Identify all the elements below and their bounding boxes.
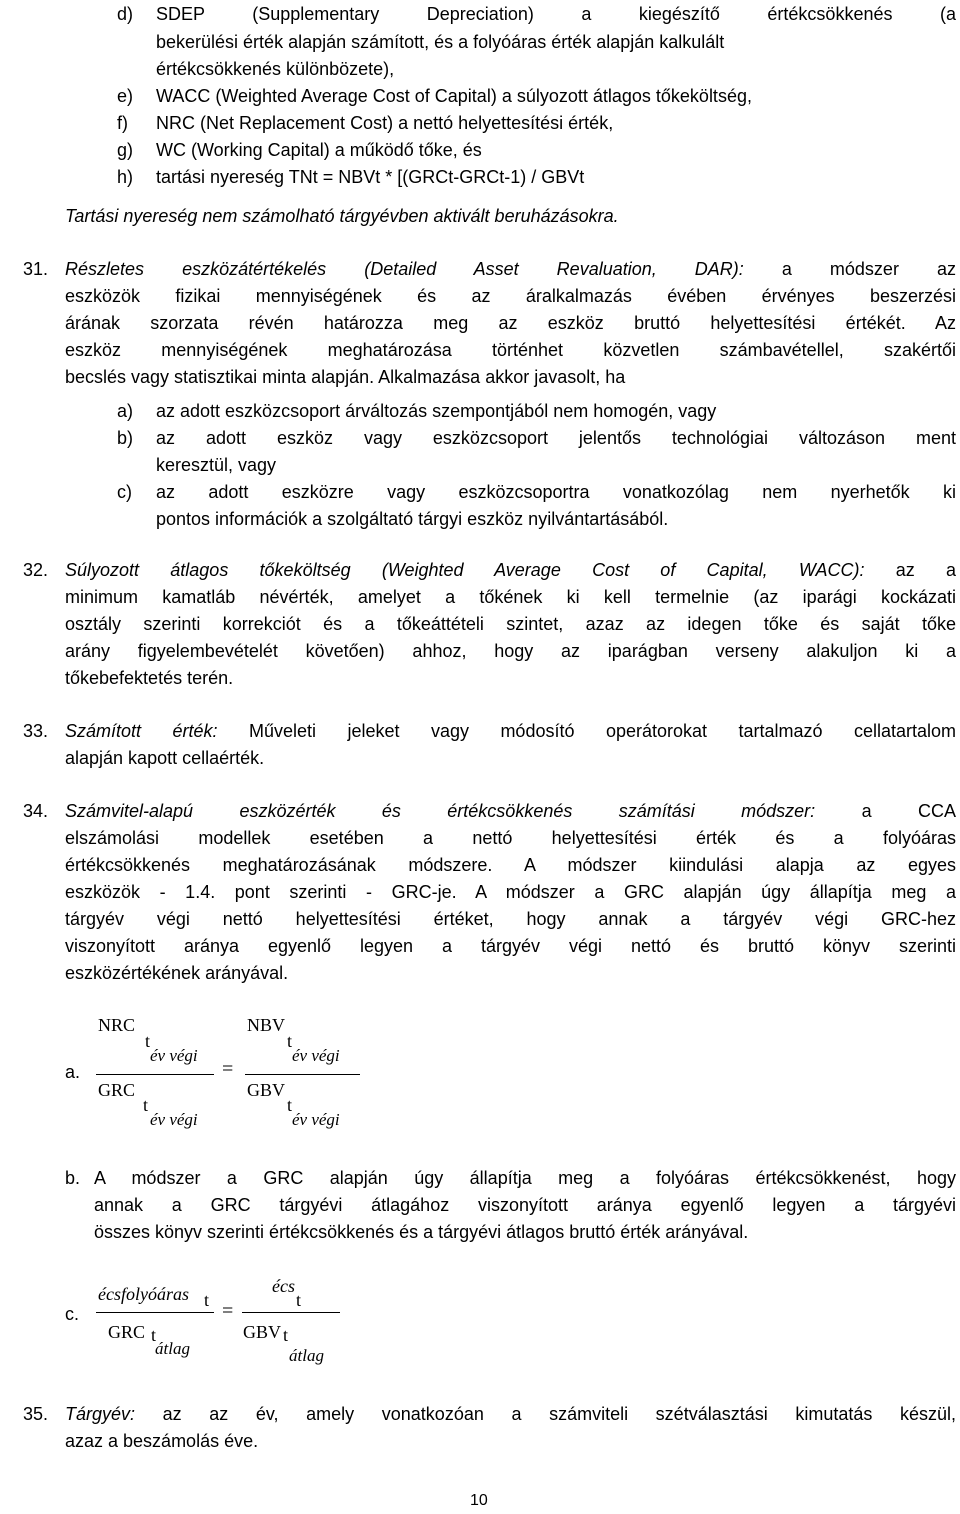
def-term: Tárgyév:	[65, 1404, 136, 1424]
def-line: tárgyév végi nettó helyettesítési értéket, hogy annak a tárgyév végi GRC-hez	[65, 909, 956, 929]
def-line: osztály szerinti korrekciót és a tőkeáttételi szintet, azaz az idegen tőke és saját tőke	[65, 614, 956, 634]
formula-a-sub3: év végi	[292, 1046, 340, 1065]
formula-a-t3: t	[287, 1031, 293, 1051]
formula-a-fraction-line-left	[96, 1074, 214, 1075]
item-b-line2: annak a GRC tárgyévi átlagához viszonyított aránya egyenlő legyen a tárgyévi	[94, 1195, 956, 1215]
sublist-item-a: az adott eszközcsoport árváltozás szempontjából nem homogén, vagy	[156, 401, 717, 421]
def-line: árának szorzata révén határozza meg az eszköz bruttó helyettesítési értékét. Az	[65, 313, 956, 333]
def-first-line	[65, 798, 956, 824]
def-number: 35.	[23, 1404, 49, 1424]
def-term: Súlyozott átlagos tőkeköltség (Weighted Average Cost of Capital, WACC):	[65, 560, 865, 580]
list-item-g: WC (Working Capital) a működő tőke, és	[156, 140, 482, 160]
list-item-f: NRC (Net Replacement Cost) a nettó helyettesítési érték,	[156, 113, 614, 133]
item-b-line1: A módszer a GRC alapján úgy állapítja meg a folyóáras értékcsökkenést, hogy	[94, 1168, 956, 1188]
list-item-d-line1: SDEP (Supplementary Depreciation) a kiegészítő értékcsökkenés (a	[156, 4, 956, 24]
def-first-rest: az az év, amely vonatkozóan a számviteli szétválasztási kimutatás készül,	[162, 1404, 956, 1424]
def-term: Számított érték:	[65, 721, 218, 741]
formula-a-grc: GRC	[98, 1080, 136, 1100]
def-first-rest: a módszer az	[781, 259, 956, 279]
formula-a-nbv: NBV	[247, 1015, 286, 1035]
page-number: 10	[470, 1492, 488, 1509]
formula-a-t4: t	[287, 1095, 293, 1115]
def-first-line	[65, 256, 956, 282]
def-first-rest: Műveleti jeleket vagy módosító operátorokat tartalmazó cellatartalom	[248, 721, 956, 741]
formula-a-sub1: év végi	[150, 1046, 198, 1065]
def-first-rest: a CCA	[861, 801, 957, 821]
def-first-line	[65, 557, 956, 583]
def-line: eszközértékének arányával.	[65, 963, 289, 983]
def-number: 34.	[23, 801, 49, 821]
def-first-rest: az a	[895, 560, 956, 580]
formula-a-nrc: NRC	[98, 1015, 136, 1035]
item-b-label: b.	[65, 1168, 81, 1188]
formula-a-gbv: GBV	[247, 1080, 286, 1100]
sublist-item-c-line1: az adott eszközre vagy eszközcsoportra vonatkozólag nem nyerhetők ki	[156, 482, 956, 502]
def-number: 33.	[23, 721, 49, 741]
formula-c-sub2: átlag	[289, 1346, 324, 1365]
def-line: alapján kapott cellaérték.	[65, 748, 265, 768]
formula-c-t4: t	[283, 1325, 289, 1345]
def-line: minimum kamatláb névérték, amelyet a tőkének ki kell termelnie (az iparági kockázati	[65, 587, 956, 607]
def-first-line	[65, 718, 956, 744]
formula-c-num-left: écsfolyóáras	[98, 1284, 189, 1304]
sublist-label-a: a)	[117, 401, 134, 421]
def-line: eszközök - 1.4. pont szerinti - GRC-je. A módszer a GRC alapján úgy állapítja meg a	[65, 882, 956, 902]
def-line: értékcsökkenés meghatározásának módszere. A módszer kiindulási alapja az egyes	[65, 855, 956, 875]
def-line: tőkebefektetés terén.	[65, 668, 234, 688]
formula-c-gbv: GBV	[243, 1322, 282, 1342]
formula-c-grc: GRC	[108, 1322, 146, 1342]
sublist-item-b-line1: az adott eszköz vagy eszközcsoport jelentős technológiai változáson ment	[156, 428, 956, 448]
formula-c-label: c.	[65, 1304, 80, 1324]
formula-c-equals: =	[222, 1300, 234, 1322]
def-first-line	[65, 1401, 956, 1427]
formula-a-fraction-line-right	[245, 1074, 360, 1075]
def-term: Részletes eszközátértékelés (Detailed Asset Revaluation, DAR):	[65, 259, 744, 279]
formula-c-t2: t	[151, 1325, 157, 1345]
list-item-h: tartási nyereség TNt = NBVt * [(GRCt-GRCt-1) / GBVt	[156, 167, 585, 187]
def-line: viszonyított aránya egyenlő legyen a tárgyév végi nettó és bruttó könyv szerinti	[65, 936, 956, 956]
def-line: azaz a beszámolás éve.	[65, 1431, 259, 1451]
formula-a-sub4: év végi	[292, 1110, 340, 1129]
list-item-d-line2: bekerülési érték alapján számított, és a folyóáras érték alapján kalkulált	[156, 32, 725, 52]
formula-a-t2: t	[143, 1095, 149, 1115]
item-b-line3: összes könyv szerinti értékcsökkenés és a tárgyévi átlagos bruttó érték arányával.	[94, 1222, 749, 1242]
formula-a-t1: t	[145, 1031, 151, 1051]
formula-c-fraction-line-left	[96, 1312, 214, 1313]
def-line: eszközök fizikai mennyiségének és az áralkalmazás évében érvényes beszerzési	[65, 286, 956, 306]
list-label-h: h)	[117, 167, 134, 187]
def-line: becslés vagy statisztikai minta alapján. Alkalmazása akkor javasolt, ha	[65, 367, 626, 387]
sublist-label-c: c)	[117, 482, 132, 502]
formula-c-num-right: écs	[272, 1276, 295, 1296]
def-number: 32.	[23, 560, 49, 580]
sublist-label-b: b)	[117, 428, 134, 448]
def-line: eszköz mennyiségének meghatározása történhet közvetlen számbavétellel, szakértői	[65, 340, 956, 360]
formula-a-equals: =	[222, 1058, 234, 1080]
def-line: arány figyelembevételét követően) ahhoz, hogy az iparágban verseny alakuljon ki a	[65, 641, 956, 661]
list-label-e: e)	[117, 86, 134, 106]
formula-c-fraction-line-right	[242, 1312, 340, 1313]
note-italic: Tartási nyereség nem számolható tárgyévben aktivált beruházásokra.	[65, 206, 619, 226]
formula-c-sub1: átlag	[155, 1339, 190, 1358]
sublist-item-c-line2: pontos információk a szolgáltató tárgyi eszköz nyilvántartásából.	[156, 509, 669, 529]
def-term: Számvitel-alapú eszközérték és értékcsökkenés számítási módszer:	[65, 801, 816, 821]
def-line: elszámolási modellek esetében a nettó helyettesítési érték és a folyóáras	[65, 828, 956, 848]
formula-a-sub2: év végi	[150, 1110, 198, 1129]
def-number: 31.	[23, 259, 49, 279]
list-label-f: f)	[117, 113, 128, 133]
sublist-item-b-line2: keresztül, vagy	[156, 455, 277, 475]
list-item-e: WACC (Weighted Average Cost of Capital) a súlyozott átlagos tőkeköltség,	[156, 86, 752, 106]
list-label-g: g)	[117, 140, 134, 160]
formula-a-label: a.	[65, 1062, 81, 1082]
list-label-d: d)	[117, 4, 134, 24]
formula-c-t1: t	[204, 1290, 210, 1310]
list-item-d-line3: értékcsökkenés különbözete),	[156, 59, 395, 79]
formula-c-t3: t	[296, 1290, 302, 1310]
